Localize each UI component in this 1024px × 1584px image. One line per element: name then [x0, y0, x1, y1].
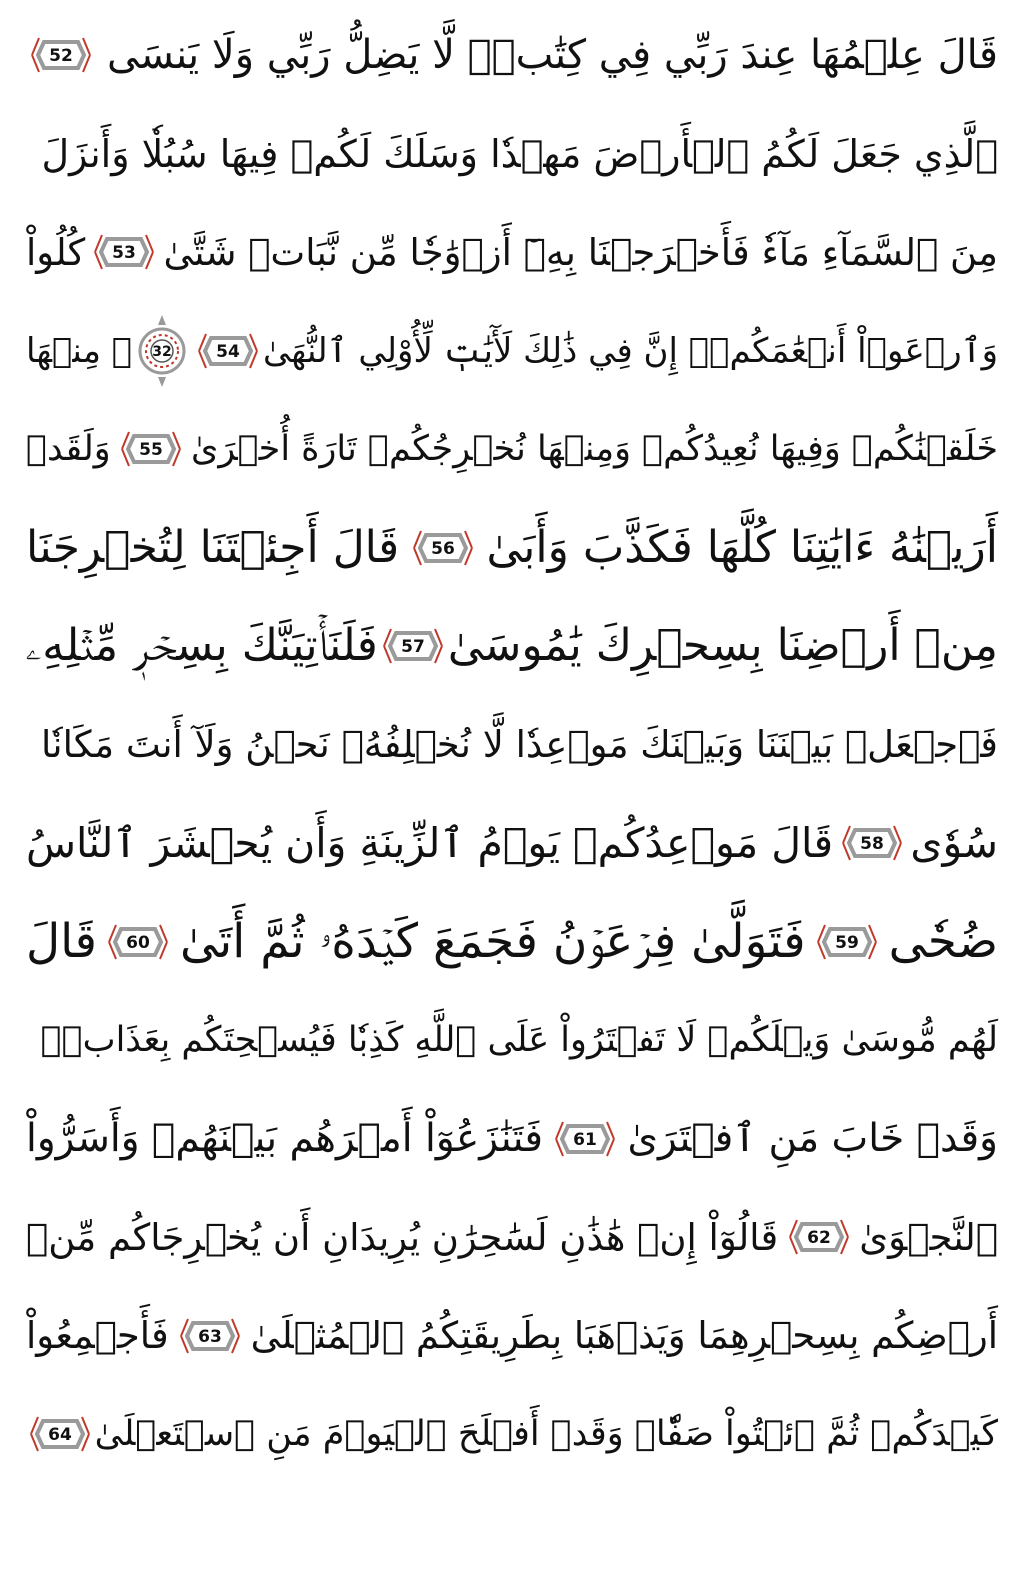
verse-text: كَيۡدَكُمۡ ثُمَّ ٱئۡتُواْ صَفّٗاۚ وَقَدۡ أَفۡلَحَ ٱلۡيَوۡمَ مَنِ ٱسۡتَعۡلَىٰ: [94, 1413, 998, 1454]
ayah-end-marker: [412, 527, 474, 569]
hizb-rosette-icon: [136, 313, 188, 389]
ayah-end-marker: [816, 921, 878, 963]
verse-text: وَلَقَدۡ: [26, 428, 111, 469]
hizb-number: 32: [152, 343, 173, 360]
verse-text: فَتَنَٰزَعُوٓاْ أَمۡرَهُم بَيۡنَهُمۡ وَأَسَرُّواْ: [26, 1116, 543, 1162]
ayah-end-marker: [30, 34, 92, 76]
verse-text: فَلَنَأۡتِيَنَّكَ بِسِحۡرٖ مِّثۡلِهِۦ: [25, 620, 378, 672]
ayah-end-marker: [29, 1413, 91, 1455]
ayah-number: 53: [112, 243, 137, 264]
text-line: [26, 499, 998, 598]
verse-text: قَالَ مَوۡعِدُكُمۡ يَوۡمُ ٱلزِّينَةِ وَأَن يُحۡشَرَ ٱلنَّاسُ: [26, 818, 834, 867]
ayah-end-marker: [179, 1315, 241, 1357]
verse-text: فَٱجۡعَلۡ بَيۡنَنَا وَبَيۡنَكَ مَوۡعِدٗا لَّا نُخۡلِفُهُۥ نَحۡنُ وَلَآ أَنتَ مَكَانٗا: [41, 723, 998, 767]
verse-text: ٱلَّذِي جَعَلَ لَكُمُ ٱلۡأَرۡضَ مَهۡدٗا وَسَلَكَ لَكُمۡ فِيهَا سُبُلٗا وَأَنزَلَ: [41, 131, 998, 176]
verse-text: أَرۡضِكُم بِسِحۡرِهِمَا وَيَذۡهَبَا بِطَرِيقَتِكُمُ ٱلۡمُثۡلَىٰ: [250, 1314, 998, 1358]
verse-text: سُوٗى: [910, 818, 998, 867]
ayah-end-marker: [841, 822, 903, 864]
ayah-end-marker: [93, 231, 155, 273]
verse-text: مِنَ ٱلسَّمَآءِ مَآءٗ فَأَخۡرَجۡنَا بِهِۦٓ أَزۡوَٰجٗا مِّن نَّبَاتٖ شَتَّىٰ: [163, 230, 998, 274]
verse-text: فَتَوَلَّىٰ فِرۡعَوۡنُ فَجَمَعَ كَيۡدَهُۥ ثُمَّ أَتَىٰ: [180, 914, 806, 970]
verse-text: لَهُم مُّوسَىٰ وَيۡلَكُمۡ لَا تَفۡتَرُواْ عَلَى ٱللَّهِ كَذِبٗا فَيُسۡحِتَكُم بِعَذَابٖۖ: [40, 1019, 998, 1060]
text-line: [26, 105, 998, 204]
ayah-end-marker: [788, 1216, 850, 1258]
ayah-number: 62: [806, 1228, 831, 1249]
verse-text: ٱلنَّجۡوَىٰ: [859, 1215, 998, 1259]
text-line: [26, 400, 998, 499]
text-line: [26, 991, 998, 1090]
verse-text: قَالَ عِلۡمُهَا عِندَ رَبِّي فِي كِتَٰبٖۖ لَّا يَضِلُّ رَبِّي وَلَا يَنسَى: [106, 32, 998, 79]
ayah-number: 54: [215, 341, 240, 362]
ayah-number: 59: [835, 932, 859, 953]
verse-text: وَقَدۡ خَابَ مَنِ ٱفۡتَرَىٰ: [627, 1116, 998, 1162]
text-line: [26, 597, 998, 696]
ayah-number: 60: [126, 932, 151, 953]
ayah-number: 63: [197, 1326, 222, 1347]
ayah-number: 52: [49, 46, 73, 67]
verse-text: قَالَ أَجِئۡتَنَا لِتُخۡرِجَنَا: [26, 521, 400, 573]
ayah-end-marker: [120, 428, 182, 470]
text-line: [26, 203, 998, 302]
ayah-number: 58: [859, 834, 884, 855]
ayah-number: 57: [401, 637, 425, 658]
verse-text: ۞ مِنۡهَا: [26, 330, 133, 371]
text-line: [26, 893, 998, 992]
text-line: [26, 1287, 998, 1386]
text-line: [26, 1385, 998, 1484]
ayah-end-marker: [197, 330, 259, 372]
verse-text: ضُحٗى: [888, 914, 998, 970]
verse-text: وَٱرۡعَوۡاْ أَنۡعَٰمَكُمۡۚ إِنَّ فِي ذَٰلِكَ لَأٓيَٰتٖ لِّأُوْلِي ٱلنُّهَىٰ: [262, 330, 998, 371]
verse-text: خَلَقۡنَٰكُمۡ وَفِيهَا نُعِيدُكُمۡ وَمِنۡهَا نُخۡرِجُكُمۡ تَارَةً أُخۡرَىٰ: [190, 428, 998, 469]
text-line: [26, 6, 998, 105]
ayah-number: 61: [573, 1129, 598, 1150]
verse-text: كُلُواْ: [26, 230, 86, 274]
text-line: [26, 1188, 998, 1287]
verse-text: قَالَ: [26, 914, 97, 970]
ayah-number: 56: [430, 538, 455, 559]
verse-text: أَرَيۡنَٰهُ ءَايَٰتِنَا كُلَّهَا فَكَذَّبَ وَأَبَىٰ: [486, 521, 998, 573]
ayah-number: 64: [47, 1425, 72, 1446]
text-line: [26, 696, 998, 795]
ayah-end-marker: [382, 625, 444, 667]
ayah-number: 55: [138, 440, 163, 461]
text-line: [26, 1090, 998, 1189]
ayah-end-marker: [554, 1118, 616, 1160]
text-line: [26, 794, 998, 893]
verse-text: قَالُوٓاْ إِنۡ هَٰذَٰنِ لَسَٰحِرَٰنِ يُرِيدَانِ أَن يُخۡرِجَاكُم مِّنۡ: [26, 1215, 779, 1259]
text-line: [26, 302, 998, 401]
verse-text: فَأَجۡمِعُواْ: [26, 1314, 169, 1358]
verse-text: مِنۡ أَرۡضِنَا بِسِحۡرِكَ يَٰمُوسَىٰ: [447, 620, 998, 672]
ayah-end-marker: [107, 921, 169, 963]
